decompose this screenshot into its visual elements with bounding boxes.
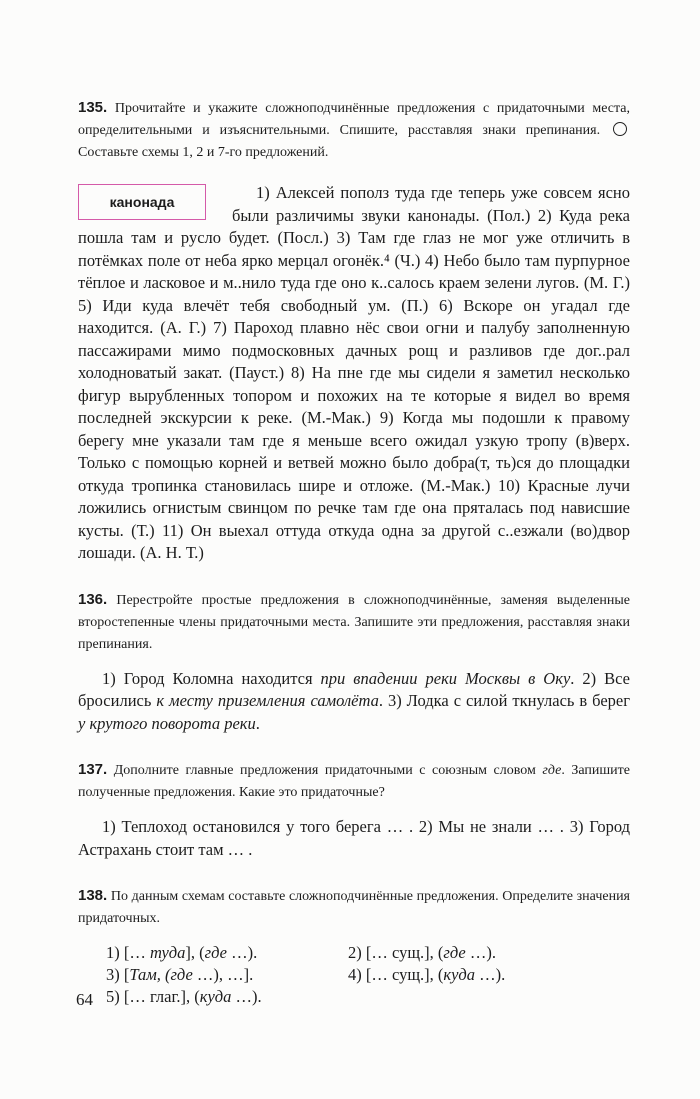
task-text: Дополните главные предложения придаточными с союзным словом bbox=[113, 763, 543, 778]
scheme-1: 1) [… туда], (где …). bbox=[106, 943, 258, 962]
highlighted-phrase: у крутого поворота реки bbox=[78, 713, 256, 733]
sentence-schemes bbox=[106, 942, 630, 1008]
task-text: Прочитайте и укажите сложноподчинённые предложения с придаточными места, определительными и изъяснительными. Спишите, расставляя знаки препинания. bbox=[78, 101, 630, 138]
task-136-instructions bbox=[78, 589, 630, 656]
sentence-part: 1) Город Коломна находится bbox=[102, 668, 321, 688]
task-number: 135. bbox=[78, 99, 108, 116]
highlighted-phrase: к месту приземления самолёта bbox=[156, 691, 379, 710]
scheme-3: 3) [Там, (где …), …]. bbox=[106, 965, 254, 984]
scheme-4: 4) [… сущ.], (куда …). bbox=[348, 965, 506, 984]
task-135-exercise bbox=[78, 182, 630, 565]
page-number: 64 bbox=[76, 990, 93, 1009]
sentence-part: . bbox=[255, 713, 260, 733]
scheme-2: 2) [… сущ.], (где …). bbox=[348, 943, 496, 962]
task-text: Перестройте простые предложения в сложноподчинённые, заменяя выделенные второстепенные члены придаточными места. Запишите эти предложения, расставляя знаки препинания. bbox=[78, 592, 630, 652]
key-word: где bbox=[542, 763, 562, 778]
task-136-exercise bbox=[78, 668, 630, 736]
task-138-instructions bbox=[78, 885, 630, 930]
circle-icon bbox=[613, 122, 627, 136]
task-137-instructions bbox=[78, 759, 630, 804]
scheme-5: 5) [… глаг.], (куда …). bbox=[106, 987, 262, 1006]
vocabulary-word-box: канонада bbox=[78, 184, 206, 220]
task-135-instructions bbox=[78, 97, 630, 164]
task-137-exercise: 1) Теплоход остановился у того берега … . 2) Мы не знали … . 3) Город Астрахань стоит там … . bbox=[78, 817, 630, 859]
task-text: По данным схемам составьте сложноподчинённые предложения. Определите значения придаточных. bbox=[78, 889, 631, 926]
task-number: 137. bbox=[78, 761, 108, 778]
page-content bbox=[78, 97, 630, 1008]
sentence-part: . 3) Лодка с силой ткнулась в берег bbox=[378, 691, 631, 710]
task-text: Составьте схемы 1, 2 и 7-го предложений. bbox=[78, 145, 329, 160]
highlighted-phrase: при впадении реки Москвы в Оку bbox=[320, 668, 571, 688]
exercise-text: 1) Алексей пополз туда где теперь уже совсем ясно были различимы звуки канонады. (Пол.) 2) Куда река пошла там и русло будет. (Посл.) 3) Там где глаз не мог уже отличить в потёмках поле от неба ярко мерцал огонёк.⁴ (Ч.) 4) Небо было там пурпурное тёплое и ласковое и м..нило туда где оно к..салось краем зелени лугов. (М. Г.) 5) Иди куда влечёт тебя свободный ум. (П.) 6) Вскоре он угадал где находится. (А. Г.) 7) Пароход плавно нёс свои огни и палубу заполненную пассажирами мимо подмосковных дачных рощ и разливов где дог..рал холодноватый закат. (Пауст.) 8) На пне где мы сидели я заметил несколько фигур вырубленных топором и похожих на те которые я видел во время последней экскурсии к реке. (М.-Мак.) 9) Когда мы подошли к правому берегу мне указали там где я меньше всего ожидал узкую тропу (в)верх. Только с помощью корней и ветвей можно было добра(т, ть)ся до площадки откуда тропинка становилась шире и отложе. (М.-Мак.) 10) Красные лучи ложились огнистым свинцом по речке там где она пряталась под нависшие кусты. (Т.) 11) Он выехал оттуда откуда одна за другой с..езжали (во)двор лошади. (А. Н. Т.) bbox=[78, 183, 630, 562]
sentence-part: . 2) Все бросились bbox=[78, 668, 630, 710]
task-text: . Запишите полученные предложения. Какие это придаточные? bbox=[78, 763, 631, 800]
task-number: 138. bbox=[78, 887, 108, 904]
task-number: 136. bbox=[78, 590, 108, 608]
